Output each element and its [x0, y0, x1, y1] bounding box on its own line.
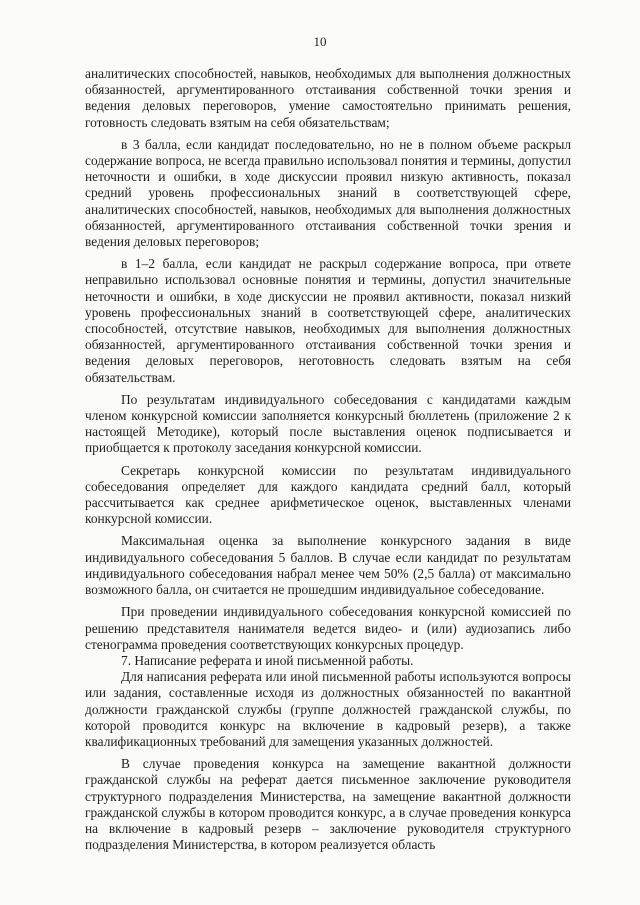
paragraph: Для написания реферата или иной письменной работы используются вопросы или задания, составленные исходя из должностных обязанностей по вакантной должности гражданской службы (группе должностей гражданской службы, по которой проводится конкурс на включение в кадровый резерв), а также квалификационных требований для замещения указанных должностей.	[85, 669, 571, 749]
paragraph: в 1–2 балла, если кандидат не раскрыл содержание вопроса, при ответе неправильно использовал основные понятия и термины, допустил значительные неточности и ошибки, в ходе дискуссии не проявил активности, показал низкий уровень профессиональных знаний в соответствующей сфере, аналитических способностей, отсутствие навыков, необходимых для выполнения должностных обязанностей, аргументированного отстаивания собственной точки зрения и ведения деловых переговоров, неготовность следовать взятым на себя обязательствам.	[85, 256, 571, 385]
paragraph: Максимальная оценка за выполнение конкурсного задания в виде индивидуального собеседования 5 баллов. В случае если кандидат по результатам индивидуального собеседования набрал менее чем 50% (2,5 балла) от максимально возможного балла, он считается не прошедшим индивидуальное собеседование.	[85, 533, 571, 598]
paragraph: аналитических способностей, навыков, необходимых для выполнения должностных обязанностей, аргументированного отстаивания собственной точки зрения и ведения деловых переговоров, умение самостоятельно принимать решения, готовность следовать взятым на себя обязательствам;	[85, 66, 571, 130]
paragraph: в 3 балла, если кандидат последовательно, но не в полном объеме раскрыл содержание вопроса, не всегда правильно использовал понятия и термины, допустил неточности и ошибки, в ходе дискуссии проявил низкую активность, показал средний уровень профессиональных знаний в соответствующей сфере, аналитических способностей, навыков, необходимых для выполнения должностных обязанностей, аргументированного отстаивания собственной точки зрения и ведения деловых переговоров;	[85, 136, 571, 250]
paragraph: По результатам индивидуального собеседования с кандидатами каждым членом конкурсной комиссии заполняется конкурсный бюллетень (приложение 2 к настоящей Методике), который после выставления оценок подписывается и приобщается к протоколу заседания конкурсной комиссии.	[85, 391, 571, 456]
section-heading: 7. Написание реферата и иной письменной работы.	[121, 652, 414, 668]
paragraph: При проведении индивидуального собеседования конкурсной комиссией по решению представителя нанимателя ведется видео- и (или) аудиозапись либо стенограмма проведения соответствующих конкурсных процедур.	[85, 604, 571, 652]
document-body	[85, 66, 571, 853]
paragraph: В случае проведения конкурса на замещение вакантной должности гражданской службы на реферат дается письменное заключение руководителя структурного подразделения Министерства, на замещение вакантной должности гражданской службы в котором проводится конкурс, а в случае проведения конкурса на включение в кадровый резерв – заключение руководителя структурного подразделения Министерства, в котором реализуется область	[85, 756, 571, 853]
page-number: 10	[313, 34, 327, 49]
paragraph: Секретарь конкурсной комиссии по результатам индивидуального собеседования определяет для каждого кандидата средний балл, который рассчитывается как среднее арифметическое оценок, выставленных членами конкурсной комиссии.	[85, 462, 571, 527]
